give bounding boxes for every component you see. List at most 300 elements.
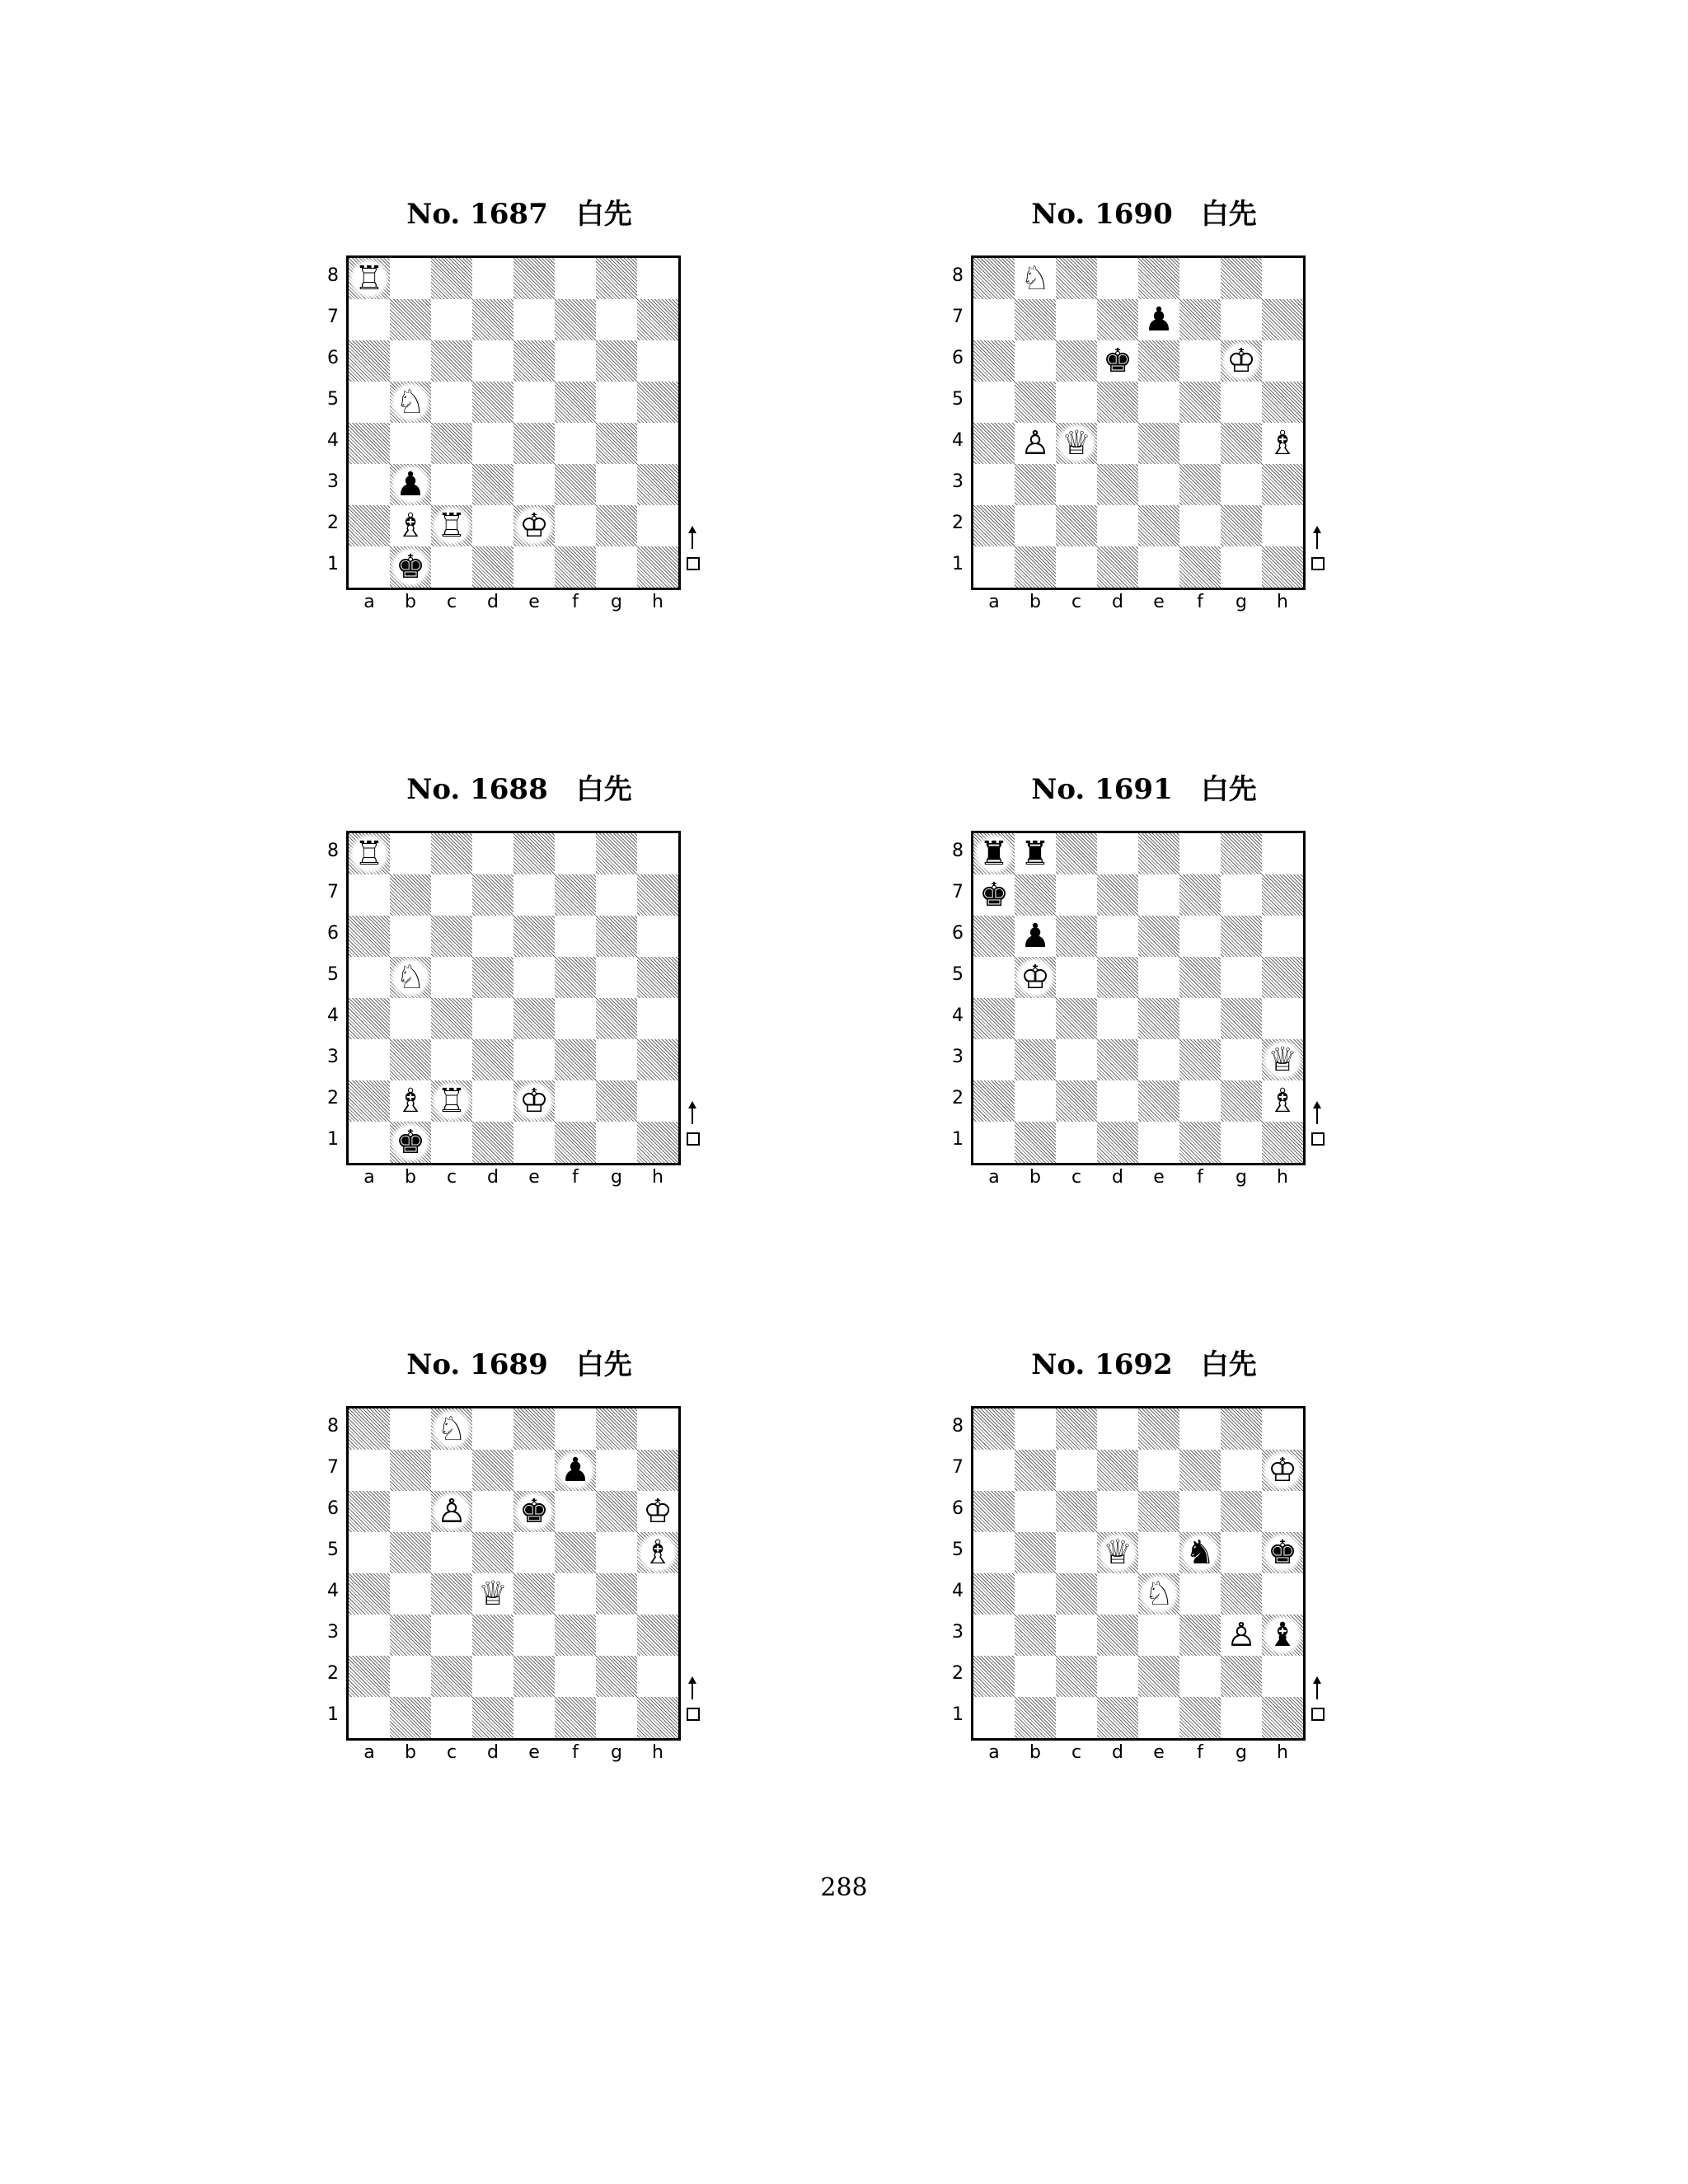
white-king-icon: ♔ (1015, 957, 1056, 998)
chessboard (346, 831, 681, 1165)
square-g7 (596, 299, 637, 340)
square-a5 (973, 382, 1015, 423)
board-container (327, 831, 676, 1188)
square-h5 (1262, 382, 1303, 423)
square-d3 (472, 1039, 513, 1080)
square-g6 (596, 340, 637, 382)
square-d8 (1097, 833, 1138, 874)
square-c3 (1056, 1039, 1097, 1080)
file-label: b (405, 1742, 416, 1763)
rank-label: 1 (327, 1129, 339, 1150)
square-e2 (1138, 1656, 1179, 1697)
square-e5 (513, 1532, 555, 1573)
rank-label: 2 (952, 513, 964, 533)
square-g2 (1221, 1656, 1262, 1697)
file-label: c (1071, 1742, 1082, 1763)
square-f1 (1179, 1122, 1221, 1163)
rank-label: 4 (327, 1005, 339, 1026)
square-e6 (513, 340, 555, 382)
square-g3 (596, 1039, 637, 1080)
square-b6 (390, 1491, 431, 1532)
diagram-title: No. 1689 白先 (406, 1348, 632, 1381)
file-label: d (1112, 1742, 1123, 1763)
square-h6 (1262, 340, 1303, 382)
diagram-1690 (938, 198, 1350, 626)
square-f4 (555, 998, 596, 1039)
square-b7 (390, 299, 431, 340)
square-e3 (513, 1615, 555, 1656)
square-c4 (431, 1573, 472, 1615)
square-e7 (513, 1450, 555, 1491)
square-h5 (1262, 1532, 1303, 1573)
square-f2 (555, 1656, 596, 1697)
white-rook-icon: ♖ (349, 833, 390, 874)
square-a1 (973, 1122, 1015, 1163)
square-h5 (637, 957, 678, 998)
square-h3 (1262, 1039, 1303, 1080)
square-f5 (1179, 382, 1221, 423)
rank-label: 8 (327, 265, 339, 286)
rank-label: 7 (327, 307, 339, 327)
square-e4 (513, 423, 555, 464)
square-e7 (1138, 1450, 1179, 1491)
square-d5 (1097, 957, 1138, 998)
white-to-move-indicator (686, 1104, 701, 1154)
white-queen-icon: ♕ (1262, 1039, 1303, 1080)
file-label: a (988, 1167, 1000, 1188)
file-label: e (1153, 592, 1165, 612)
square-b2 (390, 505, 431, 546)
board-container (952, 255, 1301, 612)
square-d5 (472, 957, 513, 998)
square-d6 (1097, 340, 1138, 382)
rank-label: 8 (952, 1416, 964, 1436)
square-h6 (637, 916, 678, 957)
file-labels (971, 1167, 1301, 1192)
square-a4 (349, 998, 390, 1039)
file-label: g (1236, 592, 1247, 612)
square-c2 (431, 1656, 472, 1697)
rank-label: 1 (327, 1704, 339, 1725)
white-square-icon (1311, 557, 1325, 570)
square-b3 (390, 1615, 431, 1656)
square-d3 (1097, 1615, 1138, 1656)
file-label: a (363, 1742, 375, 1763)
square-b8 (1015, 1408, 1056, 1450)
square-e1 (513, 1122, 555, 1163)
square-b8 (390, 833, 431, 874)
rank-label: 8 (952, 265, 964, 286)
square-e7 (513, 874, 555, 916)
square-d1 (472, 546, 513, 588)
rank-label: 8 (952, 841, 964, 861)
white-queen-icon: ♕ (478, 1575, 508, 1613)
file-label: b (405, 592, 416, 612)
square-a1 (973, 1697, 1015, 1738)
square-e4 (1138, 998, 1179, 1039)
diagram-title: No. 1690 白先 (1031, 198, 1257, 231)
square-e7 (1138, 299, 1179, 340)
square-a7 (349, 1450, 390, 1491)
file-label: f (1197, 1167, 1203, 1188)
white-king-icon: ♔ (513, 505, 555, 546)
square-b1 (1015, 1122, 1056, 1163)
square-f3 (1179, 1615, 1221, 1656)
square-h2 (1262, 1656, 1303, 1697)
square-f7 (1179, 874, 1221, 916)
square-e8 (1138, 833, 1179, 874)
square-h6 (637, 340, 678, 382)
rank-label: 6 (952, 923, 964, 944)
rank-labels (325, 255, 341, 585)
diagram-1692 (938, 1348, 1350, 1777)
rank-label: 7 (952, 1457, 964, 1478)
rank-label: 2 (952, 1663, 964, 1684)
square-d6 (472, 340, 513, 382)
square-a8 (973, 1408, 1015, 1450)
square-e6 (1138, 340, 1179, 382)
arrow-shaft (692, 529, 693, 549)
square-f2 (1179, 1080, 1221, 1122)
square-b1 (1015, 1697, 1056, 1738)
square-e6 (513, 916, 555, 957)
square-f3 (555, 464, 596, 505)
white-square-icon (1311, 1132, 1325, 1146)
black-king-icon: ♚ (390, 1122, 431, 1163)
square-c5 (1056, 1532, 1097, 1573)
square-f8 (555, 833, 596, 874)
square-d5 (472, 1532, 513, 1573)
square-f6 (555, 1491, 596, 1532)
square-e6 (1138, 916, 1179, 957)
square-c3 (431, 1615, 472, 1656)
square-g4 (596, 1573, 637, 1615)
square-h6 (1262, 1491, 1303, 1532)
square-f8 (1179, 1408, 1221, 1450)
square-h5 (637, 382, 678, 423)
square-c7 (431, 874, 472, 916)
square-b8 (1015, 258, 1056, 299)
square-c4 (431, 423, 472, 464)
rank-label: 5 (952, 964, 964, 985)
square-e3 (513, 464, 555, 505)
square-h7 (637, 874, 678, 916)
square-g8 (596, 258, 637, 299)
square-a6 (349, 916, 390, 957)
square-b5 (390, 1532, 431, 1573)
board-container (327, 255, 676, 612)
square-f2 (555, 1080, 596, 1122)
square-c2 (431, 1080, 472, 1122)
white-to-move-indicator (1311, 1680, 1325, 1729)
rank-labels (325, 1406, 341, 1736)
square-g5 (1221, 382, 1262, 423)
white-knight-icon: ♘ (431, 1408, 472, 1450)
rank-labels (325, 831, 341, 1160)
square-a4 (973, 1573, 1015, 1615)
square-c8 (1056, 258, 1097, 299)
square-b4 (390, 1573, 431, 1615)
file-label: h (652, 1742, 663, 1763)
square-d4 (472, 423, 513, 464)
square-h8 (1262, 1408, 1303, 1450)
square-c1 (1056, 1697, 1097, 1738)
rank-label: 1 (952, 1704, 964, 1725)
square-g4 (1221, 1573, 1262, 1615)
square-g7 (1221, 299, 1262, 340)
square-b8 (390, 1408, 431, 1450)
square-g3 (596, 1615, 637, 1656)
arrow-shaft (692, 1680, 693, 1699)
chessboard (971, 1406, 1306, 1741)
square-d1 (1097, 1697, 1138, 1738)
square-g3 (1221, 464, 1262, 505)
white-to-move-indicator (686, 1680, 701, 1729)
rank-label: 6 (952, 348, 964, 368)
square-h3 (637, 464, 678, 505)
square-b3 (1015, 464, 1056, 505)
square-d8 (1097, 1408, 1138, 1450)
rank-label: 8 (327, 1416, 339, 1436)
square-e3 (1138, 464, 1179, 505)
square-d5 (472, 382, 513, 423)
square-d6 (1097, 1491, 1138, 1532)
file-label: d (487, 592, 499, 612)
square-b4 (1015, 1573, 1056, 1615)
square-e4 (513, 998, 555, 1039)
square-f1 (555, 1697, 596, 1738)
square-a4 (973, 423, 1015, 464)
black-king-icon: ♚ (979, 876, 1009, 914)
file-label: b (1029, 1742, 1041, 1763)
white-to-move-indicator (1311, 1104, 1325, 1154)
square-f1 (555, 546, 596, 588)
square-d4 (472, 1573, 513, 1615)
square-c8 (431, 258, 472, 299)
square-g4 (596, 423, 637, 464)
square-f8 (1179, 833, 1221, 874)
square-c3 (431, 464, 472, 505)
white-king-icon: ♔ (1262, 1450, 1303, 1491)
square-g5 (1221, 1532, 1262, 1573)
square-h2 (637, 505, 678, 546)
square-c4 (431, 998, 472, 1039)
square-a7 (349, 299, 390, 340)
square-d3 (472, 1615, 513, 1656)
file-label: g (1236, 1742, 1247, 1763)
white-square-icon (687, 1132, 700, 1146)
black-knight-icon: ♞ (1179, 1532, 1221, 1573)
rank-label: 1 (952, 554, 964, 574)
white-knight-icon: ♘ (390, 957, 431, 998)
square-h2 (637, 1656, 678, 1697)
black-rook-icon: ♜ (1020, 835, 1050, 873)
square-g8 (596, 1408, 637, 1450)
rank-label: 5 (327, 389, 339, 410)
white-pawn-icon: ♙ (1020, 424, 1050, 462)
rank-labels (950, 831, 966, 1160)
black-pawn-icon: ♟ (390, 464, 431, 505)
square-g6 (596, 916, 637, 957)
rank-label: 5 (952, 1540, 964, 1560)
chessboard (971, 255, 1306, 590)
square-g8 (1221, 833, 1262, 874)
black-king-icon: ♚ (1103, 342, 1132, 380)
square-e3 (1138, 1039, 1179, 1080)
square-e1 (1138, 546, 1179, 588)
square-a5 (973, 1532, 1015, 1573)
square-g3 (1221, 1039, 1262, 1080)
square-c1 (1056, 1122, 1097, 1163)
square-f5 (555, 957, 596, 998)
square-d5 (1097, 1532, 1138, 1573)
square-b2 (1015, 1656, 1056, 1697)
square-a8 (349, 833, 390, 874)
square-b4 (1015, 423, 1056, 464)
square-e5 (513, 957, 555, 998)
rank-labels (950, 255, 966, 585)
square-b7 (1015, 1450, 1056, 1491)
square-h1 (1262, 1122, 1303, 1163)
square-h1 (637, 546, 678, 588)
square-f2 (1179, 1656, 1221, 1697)
square-c5 (431, 957, 472, 998)
square-f6 (555, 340, 596, 382)
file-label: f (1197, 1742, 1203, 1763)
white-rook-icon: ♖ (431, 1080, 472, 1122)
white-king-icon: ♔ (1221, 340, 1262, 382)
white-bishop-icon: ♗ (396, 1082, 425, 1120)
square-f6 (1179, 1491, 1221, 1532)
square-a2 (973, 1656, 1015, 1697)
white-queen-icon: ♕ (1056, 423, 1097, 464)
square-g4 (1221, 998, 1262, 1039)
square-f7 (555, 299, 596, 340)
square-d4 (1097, 423, 1138, 464)
square-f8 (1179, 258, 1221, 299)
square-f5 (1179, 1532, 1221, 1573)
square-d8 (472, 258, 513, 299)
square-b1 (390, 546, 431, 588)
square-a8 (973, 258, 1015, 299)
square-g5 (1221, 957, 1262, 998)
square-f1 (1179, 1697, 1221, 1738)
square-d4 (472, 998, 513, 1039)
rank-labels (950, 1406, 966, 1736)
rank-label: 5 (952, 389, 964, 410)
square-f3 (1179, 1039, 1221, 1080)
square-f5 (1179, 957, 1221, 998)
file-label: a (363, 592, 375, 612)
square-e8 (1138, 1408, 1179, 1450)
square-h3 (1262, 464, 1303, 505)
square-h8 (637, 258, 678, 299)
square-d5 (1097, 382, 1138, 423)
square-c8 (431, 833, 472, 874)
square-a6 (349, 1491, 390, 1532)
square-g5 (596, 1532, 637, 1573)
file-label: d (487, 1167, 499, 1188)
square-h3 (637, 1039, 678, 1080)
square-h4 (637, 1573, 678, 1615)
square-b1 (390, 1122, 431, 1163)
file-label: f (572, 1167, 579, 1188)
rank-label: 7 (952, 882, 964, 902)
square-e2 (1138, 505, 1179, 546)
board-container (952, 831, 1301, 1188)
rank-label: 2 (327, 1663, 339, 1684)
square-a7 (973, 1450, 1015, 1491)
rank-label: 3 (327, 1047, 339, 1067)
square-h4 (1262, 423, 1303, 464)
square-b4 (390, 998, 431, 1039)
square-c7 (431, 1450, 472, 1491)
square-c2 (1056, 1656, 1097, 1697)
square-g1 (596, 546, 637, 588)
square-c4 (1056, 1573, 1097, 1615)
square-d2 (472, 1080, 513, 1122)
square-b3 (1015, 1615, 1056, 1656)
square-h6 (1262, 916, 1303, 957)
file-label: h (1277, 1742, 1288, 1763)
square-d7 (472, 874, 513, 916)
file-label: a (988, 1742, 1000, 1763)
square-a2 (349, 1656, 390, 1697)
square-e2 (513, 505, 555, 546)
square-c2 (431, 505, 472, 546)
square-c5 (431, 1532, 472, 1573)
black-king-icon: ♚ (1262, 1532, 1303, 1573)
rank-label: 1 (327, 554, 339, 574)
square-a6 (973, 1491, 1015, 1532)
square-f7 (555, 874, 596, 916)
square-a3 (349, 464, 390, 505)
white-square-icon (687, 557, 700, 570)
file-label: c (1071, 1167, 1082, 1188)
rank-label: 7 (952, 307, 964, 327)
file-label: a (363, 1167, 375, 1188)
square-b3 (390, 1039, 431, 1080)
white-knight-icon: ♘ (390, 382, 431, 423)
white-knight-icon: ♘ (1020, 260, 1050, 298)
square-c1 (431, 1122, 472, 1163)
square-g2 (1221, 505, 1262, 546)
rank-label: 6 (952, 1498, 964, 1519)
square-c7 (1056, 299, 1097, 340)
square-a7 (349, 874, 390, 916)
square-c4 (1056, 423, 1097, 464)
white-bishop-icon: ♗ (637, 1532, 678, 1573)
square-h1 (637, 1122, 678, 1163)
file-label: e (528, 592, 540, 612)
square-c3 (1056, 464, 1097, 505)
square-h7 (1262, 299, 1303, 340)
page-number: 288 (820, 1873, 868, 1902)
square-d2 (1097, 1656, 1138, 1697)
square-c8 (1056, 1408, 1097, 1450)
square-h8 (1262, 258, 1303, 299)
file-label: d (487, 1742, 499, 1763)
square-h6 (637, 1491, 678, 1532)
square-h8 (637, 833, 678, 874)
square-g5 (596, 382, 637, 423)
square-f6 (555, 916, 596, 957)
white-pawn-icon: ♙ (431, 1491, 472, 1532)
square-e2 (1138, 1080, 1179, 1122)
square-b6 (390, 340, 431, 382)
file-label: d (1112, 592, 1123, 612)
black-king-icon: ♚ (390, 546, 431, 588)
